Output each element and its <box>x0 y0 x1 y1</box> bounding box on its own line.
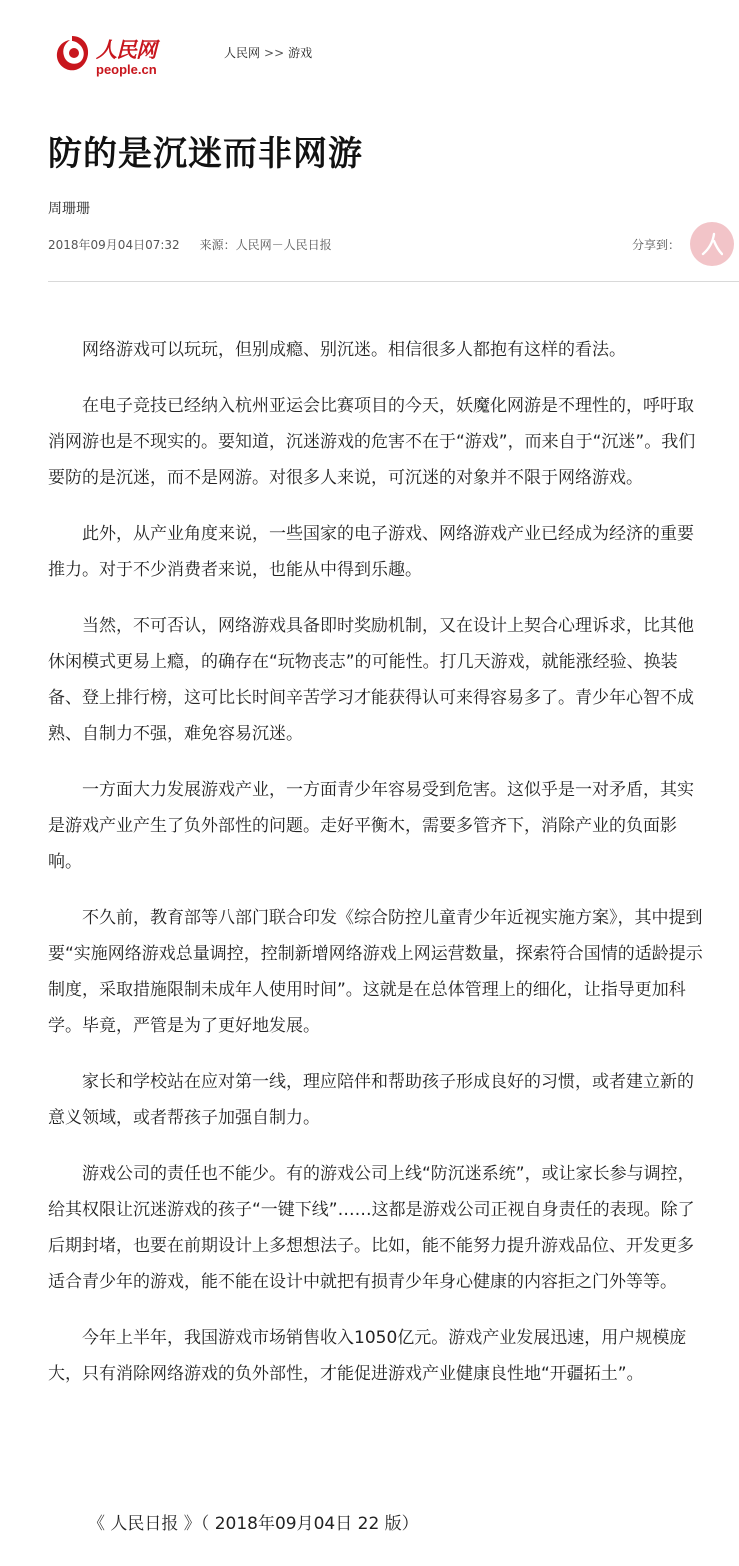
article-body <box>48 332 709 1412</box>
publish-date: 2018年09月04日07:32 <box>48 238 180 252</box>
share-button[interactable] <box>690 222 734 266</box>
site-header <box>0 0 739 100</box>
article-title: 防的是沉迷而非网游 <box>48 134 363 174</box>
site-logo[interactable] <box>52 32 167 82</box>
article-meta <box>48 236 332 253</box>
logo-mark-icon <box>52 32 92 76</box>
paragraph: 网络游戏可以玩玩，但别成瘾、别沉迷。相信很多人都抱有这样的看法。 <box>82 340 626 360</box>
paragraph: 一方面大力发展游戏产业，一方面青少年容易受到危害。这似乎是一对矛盾，其实是游戏产业产生了负外部性的问题。走好平衡木，需要多管齐下，消除产业的负面影响。 <box>48 780 694 872</box>
paragraph: 不久前，教育部等八部门联合印发《综合防控儿童青少年近视实施方案》，其中提到要“实施网络游戏总量调控，控制新增网络游戏上网运营数量，探索符合国情的适龄提示制度，采取措施限制未成年人使用时间”。这就是在总体管理上的细化，让指导更加科学。毕竟，严管是为了更好地发展。 <box>48 908 703 1036</box>
paragraph: 家长和学校站在应对第一线，理应陪伴和帮助孩子形成良好的习惯，或者建立新的意义领域，或者帮孩子加强自制力。 <box>48 1072 694 1128</box>
share-label: 分享到： <box>632 238 681 252</box>
logo-text-cn: 人民网 <box>96 37 156 62</box>
breadcrumb-games-link[interactable]: 游戏 <box>288 46 313 60</box>
paragraph: 在电子竞技已经纳入杭州亚运会比赛项目的今天，妖魔化网游是不理性的，呼吁取消网游也是不现实的。要知道，沉迷游戏的危害不在于“游戏”，而来自于“沉迷”。我们要防的是沉迷，而不是网游。对很多人来说，可沉迷的对象并不限于网络游戏。 <box>48 396 696 488</box>
breadcrumb-home-link[interactable]: 人民网 <box>224 46 261 60</box>
paragraph: 此外，从产业角度来说，一些国家的电子游戏、网络游戏产业已经成为经济的重要推力。对于不少消费者来说，也能从中得到乐趣。 <box>48 524 694 580</box>
people-share-icon <box>701 232 723 256</box>
breadcrumb <box>224 44 312 61</box>
paragraph: 游戏公司的责任也不能少。有的游戏公司上线“防沉迷系统”，或让家长参与调控，给其权限让沉迷游戏的孩子“一键下线”……这都是游戏公司正视自身责任的表现。除了后期封堵，也要在前期设计上多想想法子。比如，能不能努力提升游戏品位、开发更多适合青少年的游戏，能不能在设计中就把有损青少年身心健康的内容拒之门外等等。 <box>48 1164 695 1292</box>
breadcrumb-separator: >> <box>264 46 285 60</box>
print-source-note: 《 人民日报 》（ 2018年09月04日 22 版） <box>88 1514 419 1534</box>
paragraph: 今年上半年，我国游戏市场销售收入1050亿元。游戏产业发展迅速，用户规模庞大，只有消除网络游戏的负外部性，才能促进游戏产业健康良性地“开疆拓土”。 <box>48 1328 687 1384</box>
header-divider <box>48 281 739 282</box>
logo-text-en: people.cn <box>96 62 157 77</box>
article-source: 来源：人民网－人民日报 <box>199 238 332 252</box>
paragraph: 当然，不可否认，网络游戏具备即时奖励机制，又在设计上契合心理诉求，比其他休闲模式更易上瘾，的确存在“玩物丧志”的可能性。打几天游戏，就能涨经验、换装备、登上排行榜，这可比长时间辛苦学习才能获得认可来得容易多了。青少年心智不成熟、自制力不强，难免容易沉迷。 <box>48 616 694 744</box>
article-author: 周珊珊 <box>48 201 90 217</box>
